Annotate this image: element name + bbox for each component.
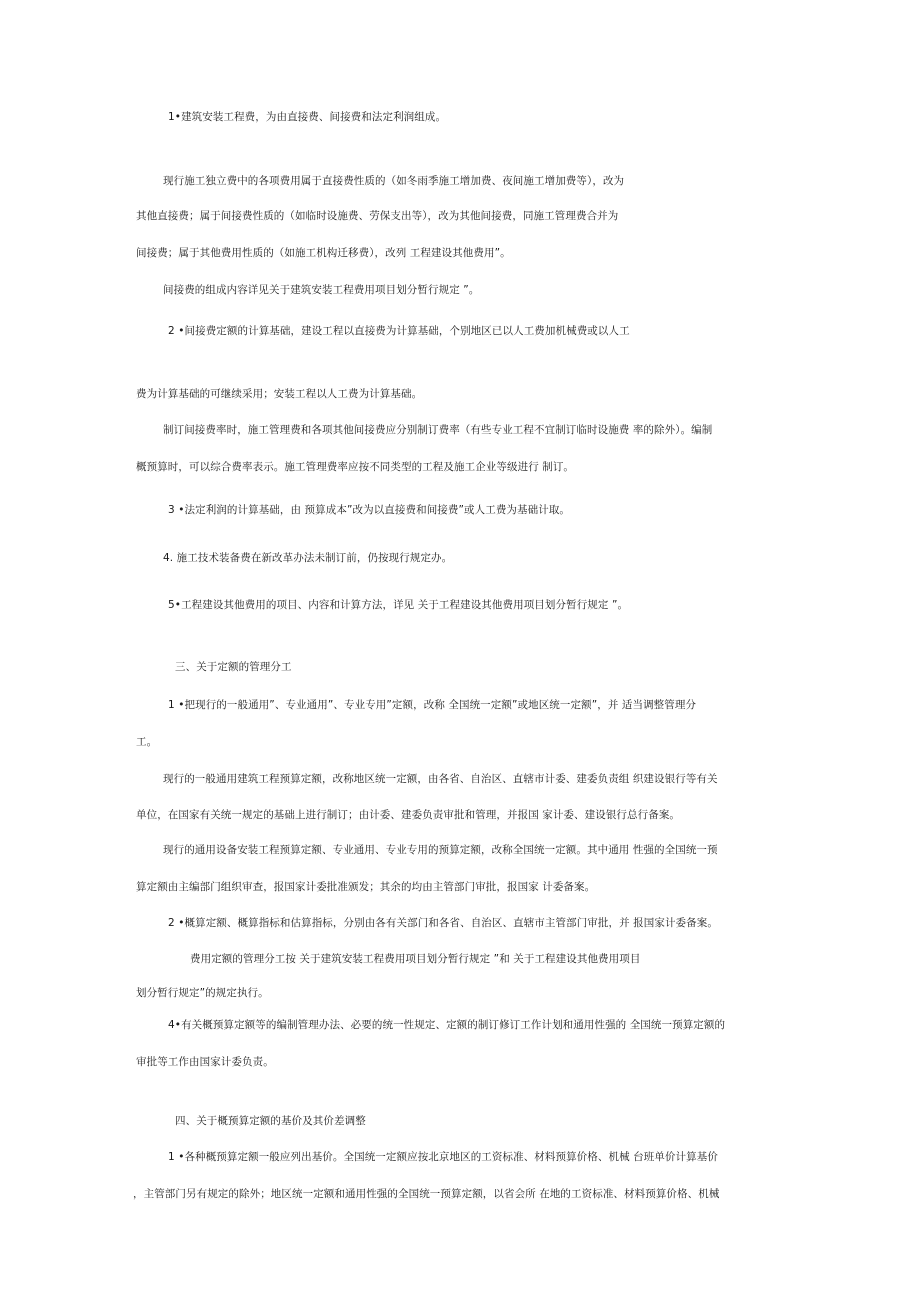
paragraph-line: 审批等工作由国家计委负责。 bbox=[136, 1056, 274, 1068]
paragraph-line: 算定额由主编部门组织审查，报国家计委批准颁发；其余的均由主管部门审批，报国家 计委备案。 bbox=[136, 881, 596, 893]
paragraph-line: 费为计算基础的可继续采用；安装工程以人工费为计算基础。 bbox=[136, 388, 423, 400]
paragraph-line: 4. 施工技术装备费在新改革办法未制订前，仍按现行规定办。 bbox=[163, 552, 453, 564]
paragraph-line: 工。 bbox=[136, 736, 158, 748]
paragraph-line: 制订间接费率时，施工管理费和各项其他间接费应分别制订费率（有些专业工程不宜制订临时设施费 率的除外）。编制 bbox=[163, 424, 713, 436]
paragraph-line: 1 •各种概预算定额一般应列出基价。全国统一定额应按北京地区的工资标准、材料预算价格、机械 台班单价计算基价 bbox=[168, 1151, 718, 1163]
paragraph-line: 2 •间接费定额的计算基础，建设工程以直接费为计算基础，个别地区已以人工费加机械费或以人工 bbox=[168, 325, 630, 337]
paragraph-line: 其他直接费；属于间接费性质的（如临时设施费、劳保支出等），改为其他间接费，同施工管理费合并为 bbox=[136, 210, 619, 222]
section-heading: 三、关于定额的管理分工 bbox=[175, 661, 292, 673]
paragraph-line: 间接费；属于其他费用性质的（如施工机构迁移费），改列 工程建设其他费用”。 bbox=[136, 247, 511, 259]
paragraph-line: 2 •概算定额、概算指标和估算指标，分别由各有关部门和各省、自治区、直辖市主管部门审批，并 报国家计委备案。 bbox=[168, 917, 718, 929]
paragraph-line: 5•工程建设其他费用的项目、内容和计算方法，详见 关于工程建设其他费用项目划分暂行规定 ”。 bbox=[168, 599, 629, 611]
paragraph-line: 现行施工独立费中的各项费用属于直接费性质的（如冬雨季施工增加费、夜间施工增加费等），改为 bbox=[163, 175, 625, 187]
paragraph-line: 间接费的组成内容详见关于建筑安装工程费用项目划分暂行规定 ”。 bbox=[163, 284, 480, 296]
section-heading: 四、关于概预算定额的基价及其价差调整 bbox=[175, 1115, 366, 1127]
paragraph-line: ，主管部门另有规定的除外；地区统一定额和通用性强的全国统一预算定额，以省会所 在地的工资标准、材料预算价格、机械 bbox=[133, 1188, 720, 1200]
paragraph-line: 单位，在国家有关统一规定的基础上进行制订；由计委、建委负责审批和管理，并报国 家计委、建设银行总行备案。 bbox=[136, 809, 681, 821]
paragraph-line: 现行的通用设备安装工程预算定额、专业通用、专业专用的预算定额，改称全国统一定额。其中通用 性强的全国统一预 bbox=[163, 844, 718, 856]
paragraph-line: 现行的一般通用建筑工程预算定额，改称地区统一定额，由各省、自治区、直辖市计委、建委负责组 织建设银行等有关 bbox=[163, 773, 718, 785]
paragraph-line: 费用定额的管理分工按 关于建筑安装工程费用项目划分暂行规定 ”和 关于工程建设其他费用项目 bbox=[190, 953, 641, 965]
paragraph-line: 4•有关概预算定额等的编制管理办法、必要的统一性规定、定额的制订修订工作计划和通用性强的 全国统一预算定额的 bbox=[168, 1019, 726, 1031]
paragraph-line: 划分暂行规定”的规定执行。 bbox=[136, 987, 269, 999]
paragraph-line: 1•建筑安装工程费，为由直接费、间接费和法定利润组成。 bbox=[168, 111, 447, 123]
paragraph-line: 1 •把现行的一般通用”、专业通用”、专业专用”定额，改称 全国统一定额”或地区统一定额”，并 适当调整管理分 bbox=[168, 699, 697, 711]
paragraph-line: 概预算时，可以综合费率表示。施工管理费率应按不同类型的工程及施工企业等级进行 制订。 bbox=[136, 461, 575, 473]
paragraph-line: 3 •法定利润的计算基础，由 预算成本”改为以直接费和间接费”或人工费为基础计取。 bbox=[168, 504, 571, 516]
